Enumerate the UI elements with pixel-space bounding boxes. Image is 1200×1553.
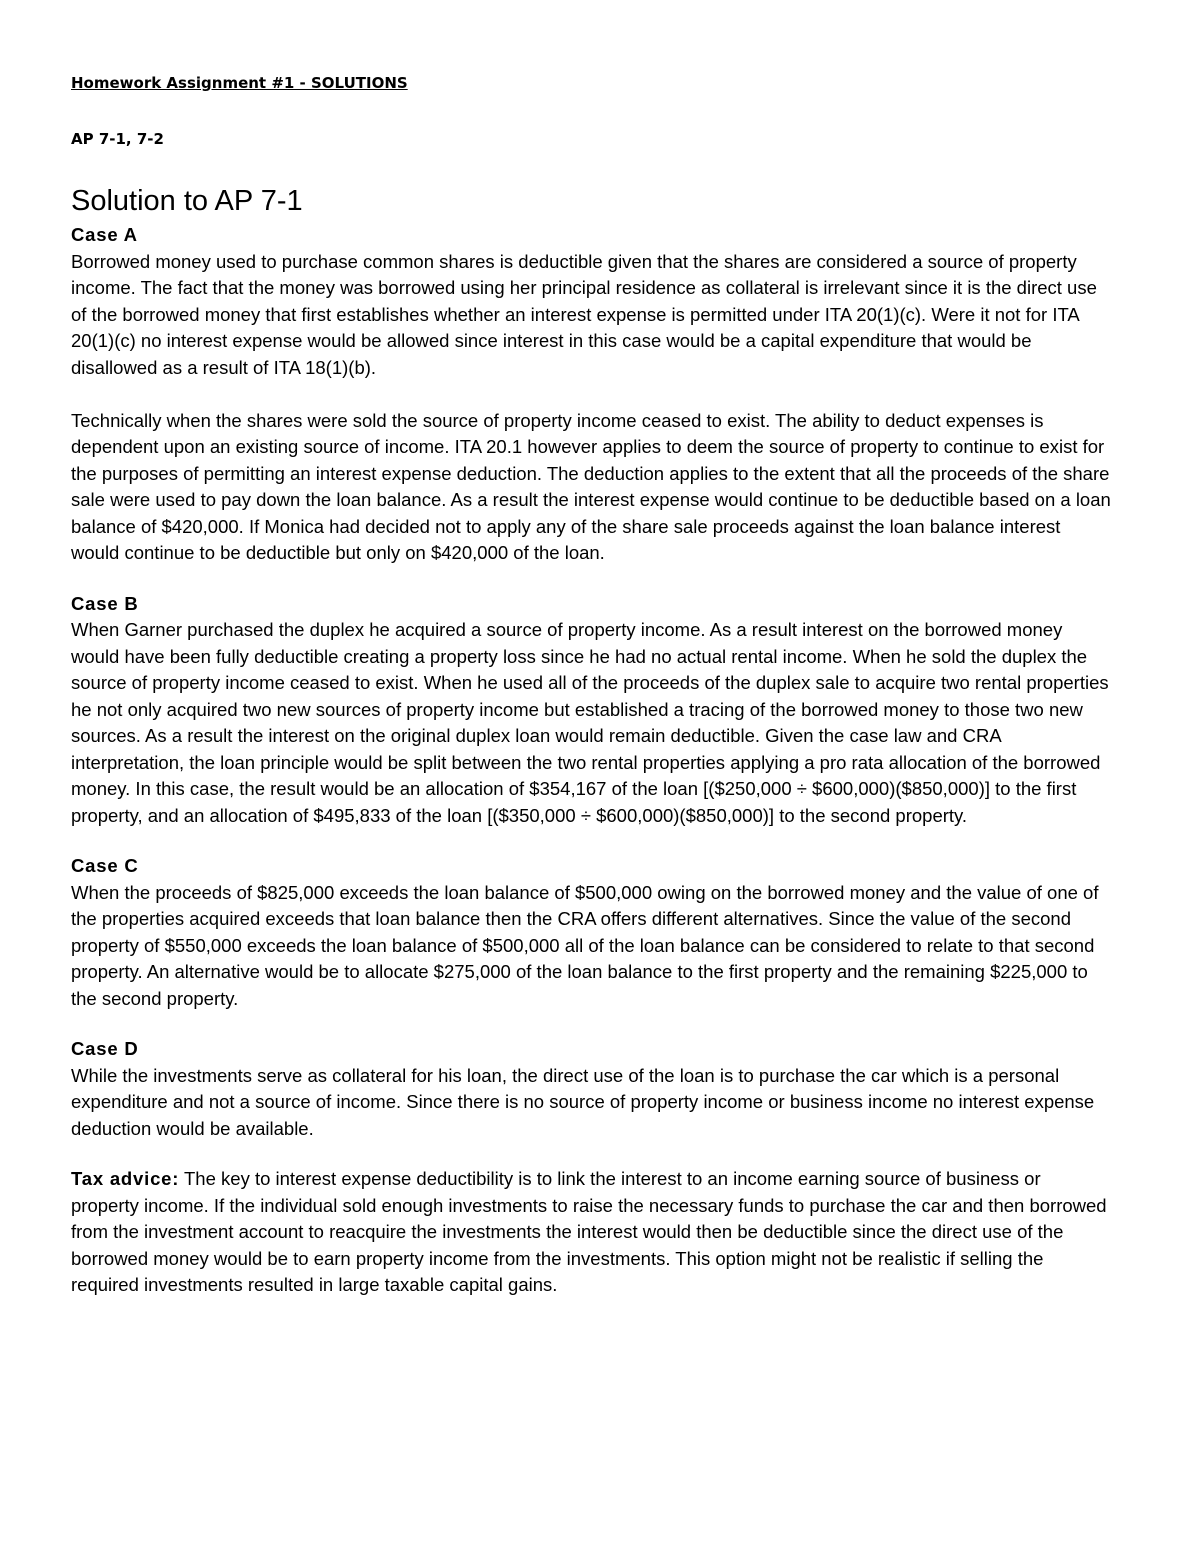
case-c (71, 853, 1111, 1012)
case-paragraph: When Garner purchased the duplex he acquired a source of property income. As a result interest on the borrowed money would have been fully deductible creating a property loss since he had no actual rental income. When he sold the duplex the source of property income ceased to exist. When he used all of the proceeds of the duplex sale to acquire two rental properties he not only acquired two new sources of property income but established a tracing of the borrowed money to those two new sources. As a result the interest on the original duplex loan would remain deductible. Given the case law and CRA interpretation, the loan principle would be split between the two rental properties applying a pro rata allocation of the borrowed money. In this case, the result would be an allocation of $354,167 of the loan [($250,000 ÷ $600,000)($850,000)] to the first property, and an allocation of $495,833 of the loan [($350,000 ÷ $600,000)($850,000)] to the second property. (71, 619, 1109, 826)
case-a (71, 222, 1111, 567)
section-title: Solution to AP 7-1 (71, 185, 303, 217)
case-b (71, 591, 1111, 830)
tax-advice-text: The key to interest expense deductibility is to link the interest to an income earning source of business or property income. If the individual sold enough investments to raise the necessary funds to purchase the car and then borrowed from the investment account to reacquire the investments the interest would then be deductible since the direct use of the borrowed money would be to earn property income from the investments. This option might not be realistic if selling the required investments resulted in large taxable capital gains. (71, 1168, 1107, 1295)
case-paragraph: While the investments serve as collateral for his loan, the direct use of the loan is to purchase the car which is a personal expenditure and not a source of income. Since there is no source of property income or business income no interest expense deduction would be available. (71, 1064, 1095, 1139)
case-heading: Case A (71, 224, 138, 245)
document-title: Homework Assignment #1 - SOLUTIONS (71, 74, 408, 92)
case-paragraph: Borrowed money used to purchase common shares is deductible given that the shares are considered a source of property income. The fact that the money was borrowed using her principal residence as collateral is irrelevant since it is the direct use of the borrowed money that first establishes whether an interest expense is permitted under ITA 20(1)(c). Were it not for ITA 20(1)(c) no interest expense would be allowed since interest in this case would be a capital expenditure that would be disallowed as a result of ITA 18(1)(b). (71, 250, 1097, 378)
case-paragraph: When the proceeds of $825,000 exceeds the loan balance of $500,000 owing on the borrowed money and the value of one of the properties acquired exceeds that loan balance then the CRA offers different alternatives. Since the value of the second property of $550,000 exceeds the loan balance of $500,000 all of the loan balance can be considered to relate to that second property. An alternative would be to allocate $275,000 of the loan balance to the first property and the remaining $225,000 to the second property. (71, 881, 1099, 1009)
case-d (71, 1036, 1111, 1142)
case-heading: Case D (71, 1038, 139, 1059)
document-page (71, 72, 1111, 1299)
problem-list: AP 7-1, 7-2 (71, 130, 164, 148)
case-heading: Case B (71, 592, 139, 614)
tax-advice (71, 1166, 1111, 1299)
case-heading: Case C (71, 855, 139, 876)
tax-advice-paragraph (71, 1166, 1111, 1299)
tax-advice-label: Tax advice: (71, 1168, 180, 1189)
case-paragraph: Technically when the shares were sold the source of property income ceased to exist. The ability to deduct expenses is dependent upon an existing source of income. ITA 20.1 however applies to deem the source of property to continue to exist for the purposes of permitting an interest expense deduction. The deduction applies to the extent that all the proceeds of the share sale were used to pay down the loan balance. As a result the interest expense would continue to be deductible based on a loan balance of $420,000. If Monica had decided not to apply any of the share sale proceeds against the loan balance interest would continue to be deductible but only on $420,000 of the loan. (71, 409, 1111, 563)
